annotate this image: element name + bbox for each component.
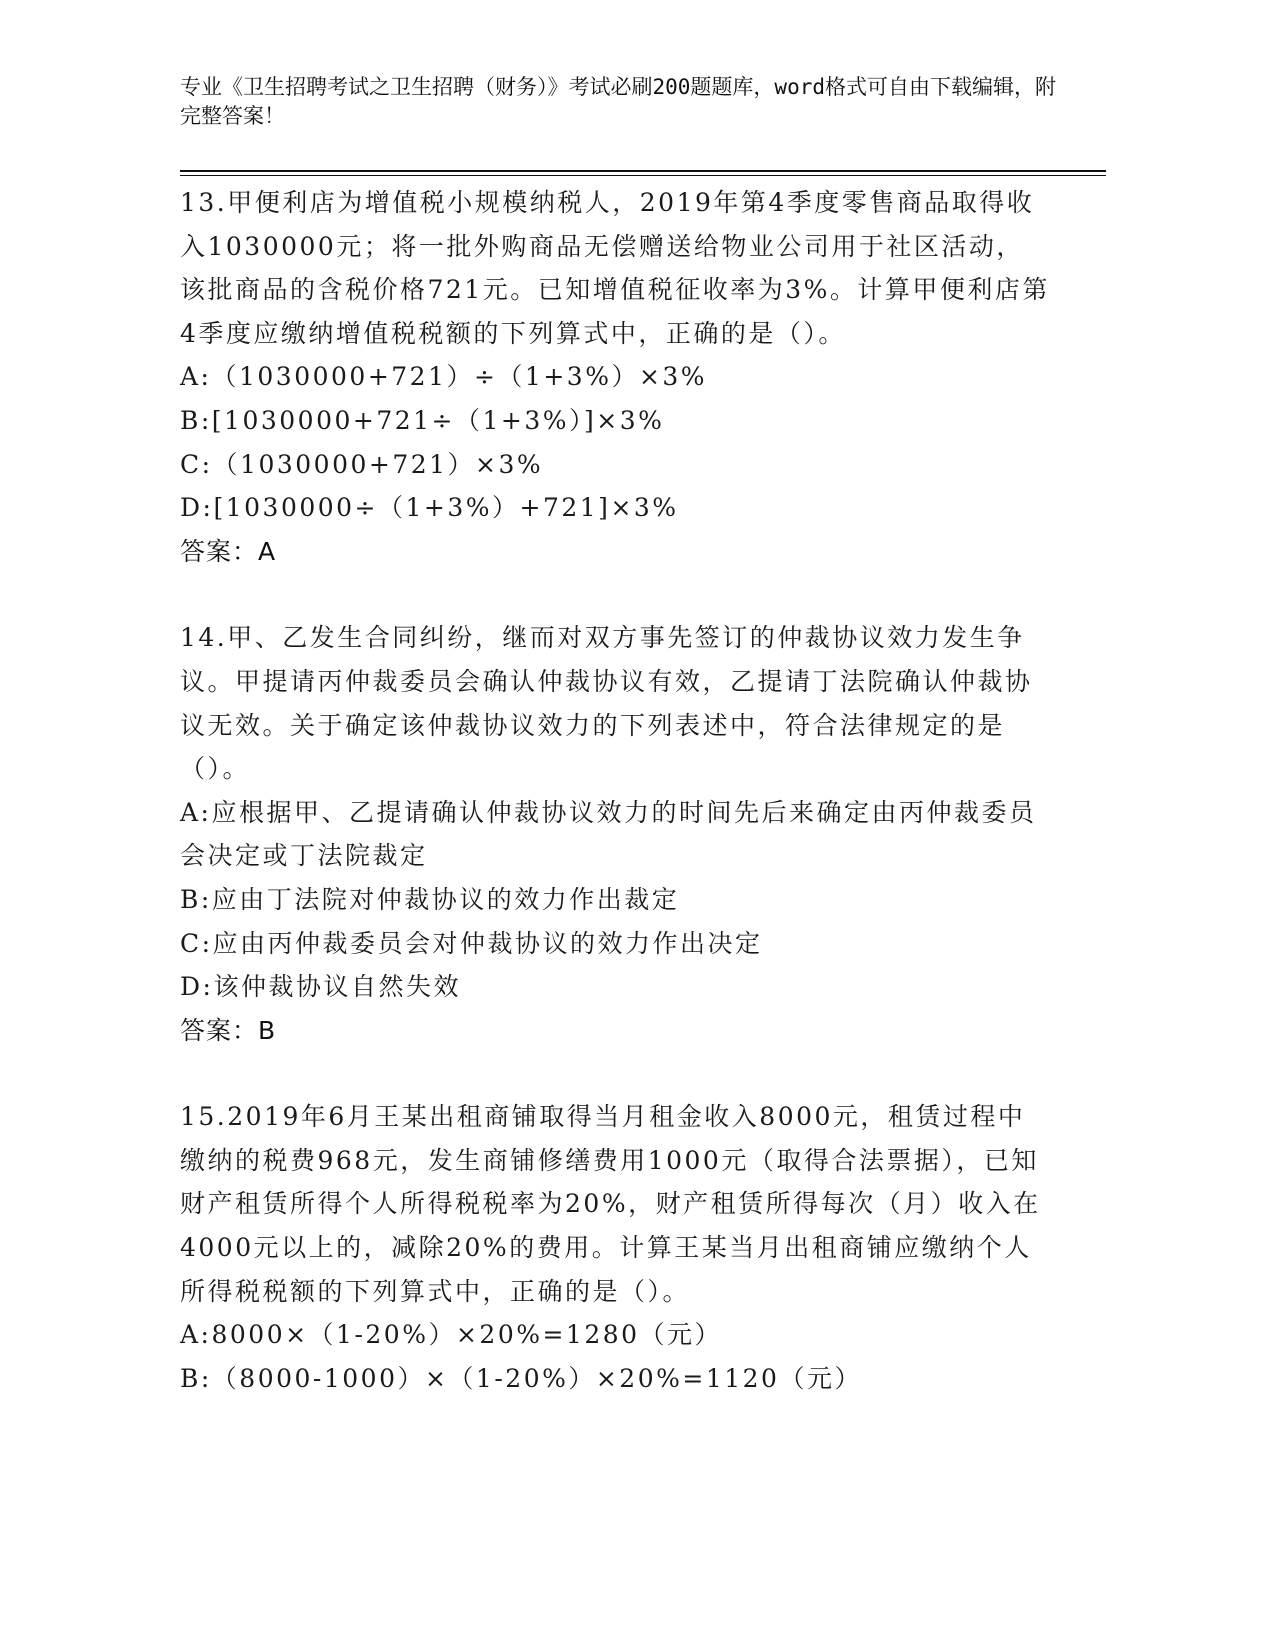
option-d: D:该仲裁协议自然失效 <box>180 972 461 1002</box>
option-a: A:应根据甲、乙提请确认仲裁协议效力的时间先后来确定由丙仲裁委员会决定或丁法院裁定 <box>180 797 1037 871</box>
question-stem: 15.2019年6月王某出租商铺取得当月租金收入8000元，租赁过程中缴纳的税费968元，发生商铺修缮费用1000元（取得合法票据），已知财产租赁所得个人所得税税率为20%，财产租赁所得每次（月）收入在4000元以上的，减除20%的费用。计算王某当月出租商铺应缴纳个人所得税税额的下列算式中，正确的是（）。 <box>180 1102 1041 1306</box>
question-stem: 14.甲、乙发生合同纠纷，继而对双方事先签订的仲裁协议效力发生争议。甲提请丙仲裁委员会确认仲裁协议有效，乙提请丁法院确认仲裁协议无效。关于确定该仲裁协议效力的下列表述中，符合法律规定的是（）。 <box>180 623 1033 784</box>
question-14 <box>180 616 1050 1052</box>
header-divider-thick <box>180 170 1106 172</box>
question-stem: 13.甲便利店为增值税小规模纳税人，2019年第4季度零售商品取得收入1030000元；将一批外购商品无偿赠送给物业公司用于社区活动，该批商品的含税价格721元。已知增值税征收率为3%。计算甲便利店第4季度应缴纳增值税税额的下列算式中，正确的是（）。 <box>180 188 1050 348</box>
option-a: A:（1030000+721）÷（1+3%）×3% <box>180 362 708 392</box>
option-b: B:应由丁法院对仲裁协议的效力作出裁定 <box>180 884 680 914</box>
option-c: C:（1030000+721）×3% <box>180 449 544 479</box>
option-b: B:（8000-1000）×（1-20%）×20%=1120（元） <box>180 1363 862 1393</box>
answer-line: 答案：B <box>180 1015 277 1045</box>
question-list <box>180 181 1050 1400</box>
option-c: C:应由丙仲裁委员会对仲裁协议的效力作出决定 <box>180 928 763 958</box>
option-d: D:[1030000÷（1+3%）+721]×3% <box>180 493 679 523</box>
question-15 <box>180 1095 1050 1400</box>
option-a: A:8000×（1-20%）×20%=1280（元） <box>180 1320 723 1350</box>
header-divider-thin <box>180 175 1106 176</box>
answer-line: 答案：A <box>180 536 277 566</box>
option-b: B:[1030000+721÷（1+3%）]×3% <box>180 405 665 435</box>
document-header: 专业《卫生招聘考试之卫生招聘（财务）》考试必刷200题题库，word格式可自由下载编辑，附完整答案！ <box>180 75 1056 128</box>
question-13 <box>180 181 1050 573</box>
